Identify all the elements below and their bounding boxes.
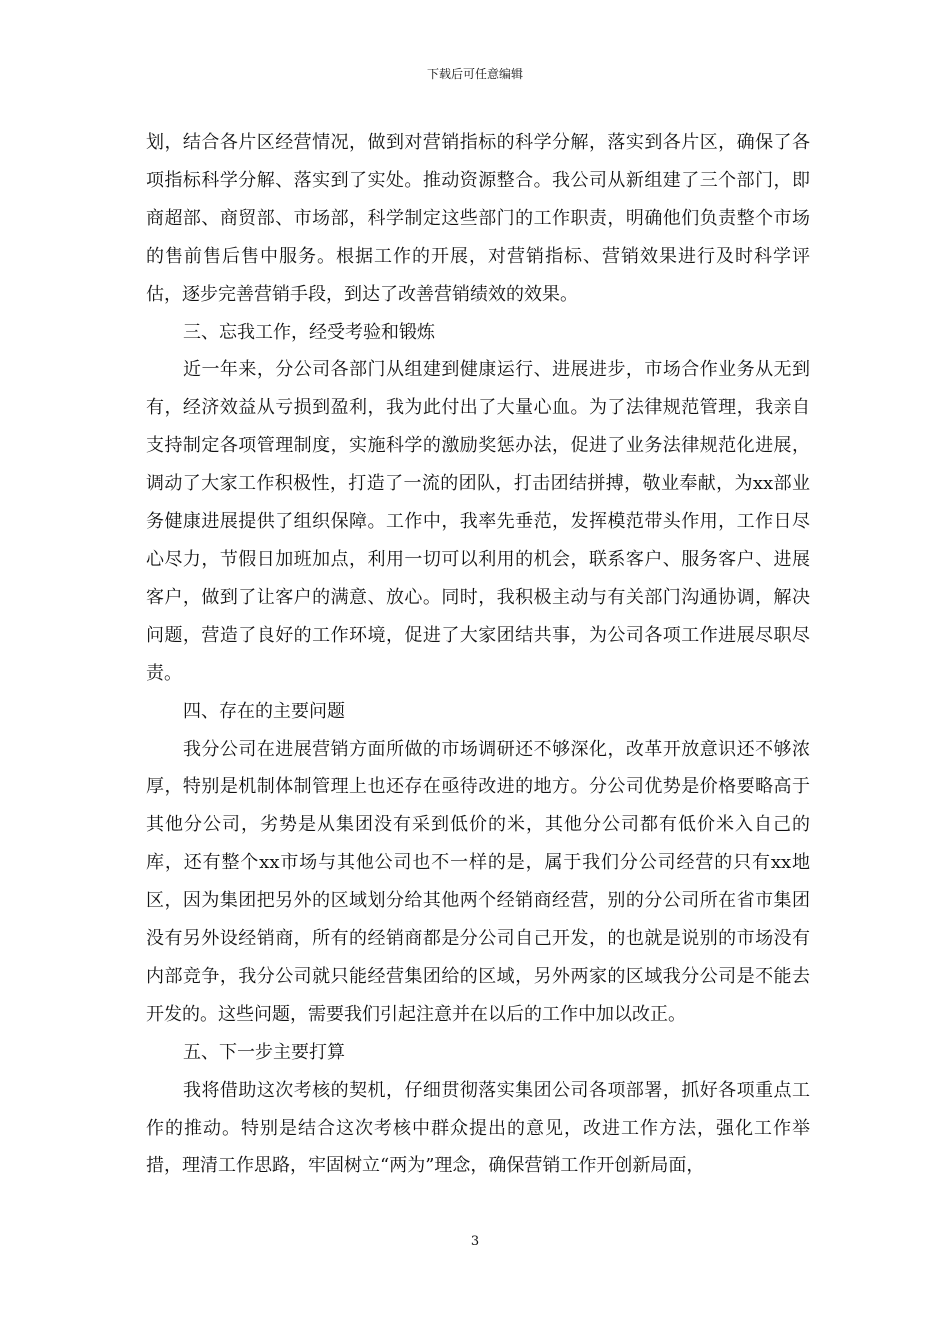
page-header: 下载后可任意编辑 <box>426 67 523 81</box>
section-heading-5: 五、下一步主要打算 <box>183 1041 345 1063</box>
paragraph-next-steps: 我将借助这次考核的契机，仔细贯彻落实集团公司各项部署，抓好各项重点工作的推动。特别是结合这次考核中群众提出的意见，改进工作方法，强化工作举措，理清工作思路，牢固树立“两为”理念，确保营销工作开创新局面， <box>146 1079 810 1177</box>
document-body <box>146 124 810 1185</box>
page-number: 3 <box>470 1234 480 1249</box>
section-heading-3: 三、忘我工作，经受考验和锻炼 <box>183 321 435 343</box>
paragraph-problems: 我分公司在进展营销方面所做的市场调研还不够深化，改革开放意识还不够浓厚，特别是机制体制管理上也还存在亟待改进的地方。分公司优势是价格要略高于其他分公司，劣势是从集团没有采到低价的米，其他分公司都有低价米入自己的库，还有整个xx市场与其他公司也不一样的是，属于我们分公司经营的只有xx地区，因为集团把另外的区域划分给其他两个经销商经营，别的分公司所在省市集团没有另外设经销商，所有的经销商都是分公司自己开发，的也就是说别的市场没有内部竞争，我分公司就只能经营集团给的区域，另外两家的区域我分公司是不能去开发的。这些问题，需要我们引起注意并在以后的工作中加以改正。 <box>146 738 810 1025</box>
paragraph-dedication: 近一年来，分公司各部门从组建到健康运行、进展进步，市场合作业务从无到有，经济效益从亏损到盈利，我为此付出了大量心血。为了法律规范管理，我亲自支持制定各项管理制度，实施科学的激励奖惩办法，促进了业务法律规范化进展，调动了大家工作积极性，打造了一流的团队，打击团结拼搏，敬业奉献，为xx部业务健康进展提供了组织保障。工作中，我率先垂范，发挥模范带头作用，工作日尽心尽力，节假日加班加点，利用一切可以利用的机会，联系客户、服务客户、进展客户，做到了让客户的满意、放心。同时，我积极主动与有关部门沟通协调，解决问题，营造了良好的工作环境，促进了大家团结共事，为公司各项工作进展尽职尽责。 <box>146 359 810 684</box>
paragraph-marketing-targets: 划，结合各片区经营情况，做到对营销指标的科学分解，落实到各片区，确保了各项指标科学分解、落实到了实处。推动资源整合。我公司从新组建了三个部门，即商超部、商贸部、市场部，科学制定这些部门的工作职责，明确他们负责整个市场的售前售后售中服务。根据工作的开展，对营销指标、营销效果进行及时科学评估，逐步完善营销手段，到达了改善营销绩效的效果。 <box>146 132 810 305</box>
section-heading-4: 四、存在的主要问题 <box>183 700 345 722</box>
